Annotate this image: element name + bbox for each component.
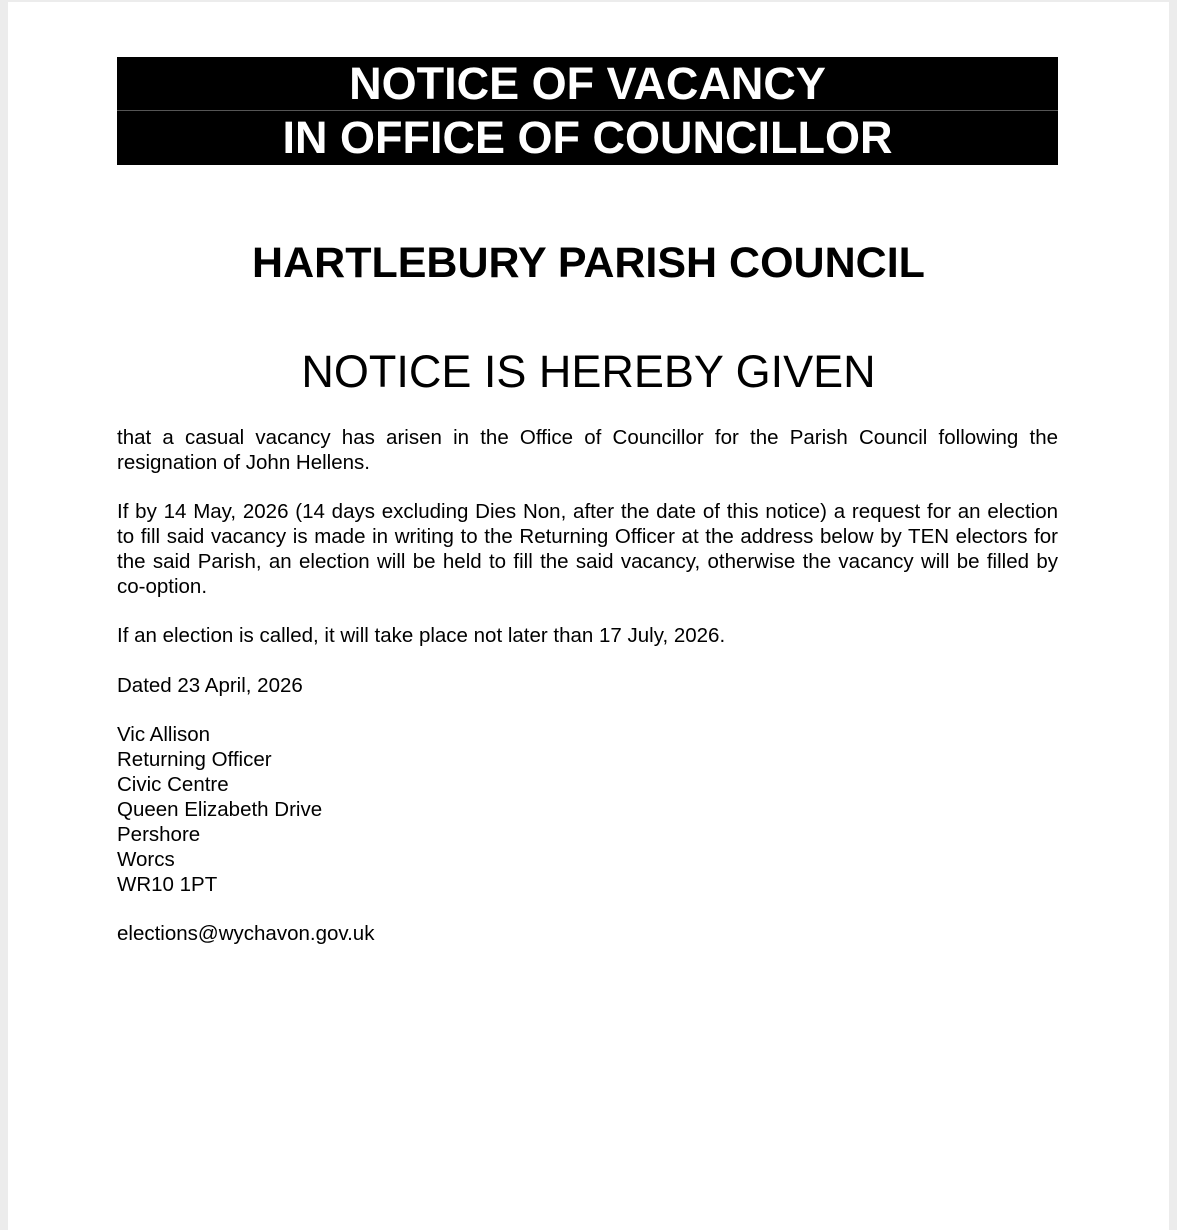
notice-given-heading: NOTICE IS HEREBY GIVEN	[301, 346, 876, 397]
returning-officer-address	[117, 722, 322, 897]
contact-email-link[interactable]: elections@wychavon.gov.uk	[117, 922, 375, 945]
address-line-1: Civic Centre	[117, 773, 229, 796]
address-postcode: WR10 1PT	[117, 873, 218, 896]
election-request-paragraph: If by 14 May, 2026 (14 days excluding Dies Non, after the date of this notice) a request for an election to fill said vacancy is made in writing to the Returning Officer at the address below by TEN electors for the said Parish, an election will be held to fill the said vacancy, otherwise the vacancy will be filled by co-option.	[117, 500, 1058, 598]
banner-title-line-2: IN OFFICE OF COUNCILLOR	[282, 112, 893, 163]
vacancy-paragraph: that a casual vacancy has arisen in the Office of Councillor for the Parish Council following the resignation of John Hellens.	[117, 426, 1058, 474]
banner-divider	[117, 110, 1058, 111]
council-name-heading: HARTLEBURY PARISH COUNCIL	[252, 239, 925, 287]
document-page	[8, 2, 1169, 1230]
officer-title: Returning Officer	[117, 748, 272, 771]
address-county: Worcs	[117, 848, 175, 871]
dated-line: Dated 23 April, 2026	[117, 674, 303, 697]
address-line-2: Queen Elizabeth Drive	[117, 798, 323, 821]
officer-name: Vic Allison	[117, 723, 211, 746]
election-date-paragraph: If an election is called, it will take place not later than 17 July, 2026.	[117, 624, 726, 647]
banner-title-line-1: NOTICE OF VACANCY	[349, 58, 826, 109]
address-town: Pershore	[117, 823, 201, 846]
title-banner	[117, 57, 1058, 165]
